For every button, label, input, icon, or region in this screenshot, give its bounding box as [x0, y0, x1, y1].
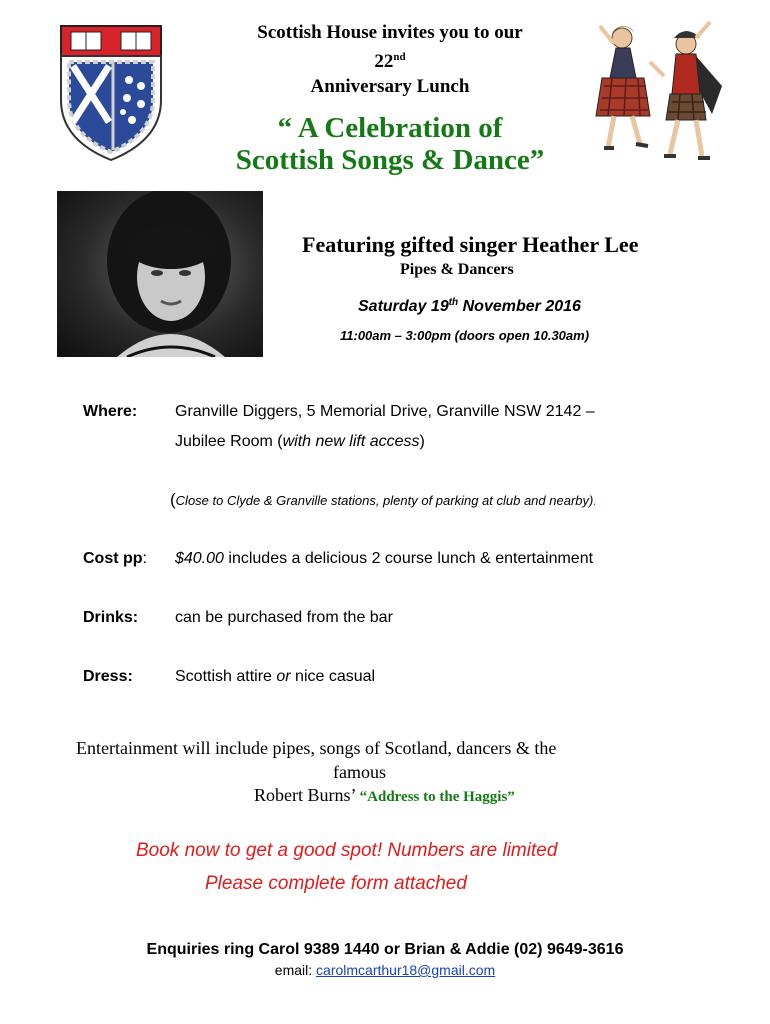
invitation-line-1: Scottish House invites you to our	[257, 22, 523, 43]
where-line-1: Granville Diggers, 5 Memorial Drive, Granville NSW 2142 –	[175, 403, 595, 420]
complete-form-notice: Please complete form attached	[205, 873, 467, 894]
address-to-the-haggis: “Address to the Haggis”	[359, 789, 515, 805]
scottish-house-crest-logo	[57, 22, 165, 162]
drinks-label: Drinks:	[83, 609, 139, 626]
cost-value	[175, 550, 593, 568]
location-note-text: Close to Clyde & Granville stations, plenty of parking at club and nearby)	[175, 493, 594, 508]
featuring-headline: Featuring gifted singer Heather Lee	[302, 232, 639, 257]
where-room: Jubilee Room (	[175, 433, 283, 450]
where-close-paren: )	[419, 433, 425, 450]
ordinal-suffix: nd	[393, 51, 406, 63]
robert-burns: Robert Burns’	[254, 785, 360, 805]
cost-price: $40.00	[175, 550, 224, 567]
cost-label-colon: :	[142, 550, 147, 567]
invitation-heading	[200, 20, 580, 99]
cost-label-text: Cost pp	[83, 550, 143, 567]
event-date	[358, 297, 581, 316]
ordinal-number: 22	[374, 51, 394, 72]
date-suffix: th	[448, 297, 459, 308]
date-rest: November 2016	[458, 298, 581, 315]
cost-label	[83, 550, 147, 568]
dress-label: Dress:	[83, 668, 133, 685]
enquiries-line: Enquiries ring Carol 9389 1440 or Brian & Addie (02) 9649-3616	[146, 941, 624, 958]
email-label: email:	[274, 962, 317, 978]
location-note-open-paren: (	[170, 490, 176, 509]
dress-value	[175, 668, 375, 686]
invitation-anniversary-number	[200, 45, 580, 74]
cost-description: includes a delicious 2 course lunch & entertainment	[223, 550, 594, 567]
event-time: 11:00am – 3:00pm (doors open 10.30am)	[340, 328, 590, 343]
email-line	[0, 962, 770, 978]
date-prefix: Saturday 19	[358, 298, 449, 315]
event-title	[170, 112, 610, 176]
dress-or: or	[276, 668, 291, 685]
drinks-value: can be purchased from the bar	[175, 609, 393, 626]
entertainment-line-2: famous	[333, 762, 386, 782]
featuring-subline: Pipes & Dancers	[400, 261, 514, 278]
where-line-2	[175, 433, 425, 451]
where-lift-note: with new lift access	[282, 433, 420, 450]
dress-option-2: nice casual	[290, 668, 376, 685]
book-now-notice: Book now to get a good spot! Numbers are limited	[136, 840, 558, 861]
email-link[interactable]: carolmcarthur18@gmail.com	[316, 962, 496, 978]
entertainment-line-1: Entertainment will include pipes, songs of Scotland, dancers & the	[76, 738, 557, 758]
invitation-line-3: Anniversary Lunch	[310, 76, 470, 97]
where-label: Where:	[83, 403, 138, 420]
portrait-illustration	[57, 191, 263, 357]
singer-portrait-photo	[57, 191, 263, 357]
highland-dancers-illustration	[592, 16, 727, 166]
dress-option-1: Scottish attire	[175, 668, 277, 685]
location-note-dot: .	[593, 493, 597, 508]
location-note	[170, 490, 597, 510]
event-title-line-2: Scottish Songs & Dance”	[235, 144, 545, 176]
event-title-line-1: “ A Celebration of	[277, 112, 503, 144]
entertainment-line-3	[254, 785, 515, 806]
